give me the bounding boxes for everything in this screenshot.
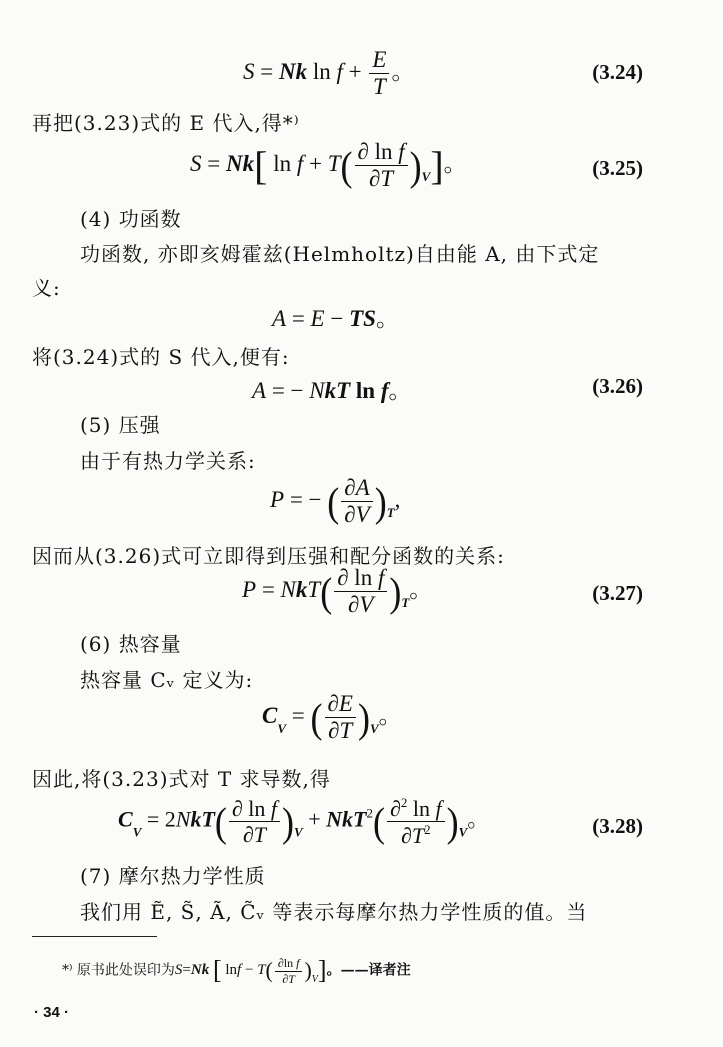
paragraph-work-function: 功函数, 亦即亥姆霍兹(Helmholtz)自由能 A, 由下式定 [80,242,600,266]
equation-3-25: S = Nk[ ln f + T( $\frac{\text{∂ ln f}}{\partial T}$ )$_V$]。 [190,139,467,192]
equation-3-24: S = Nk ln f + $\frac{E}{T}$ 。 [243,47,415,100]
equation-a-definition: A = E − TS。 [272,306,399,331]
section-heading-pressure: (5) 压强 [80,413,161,437]
text-line-substitute-e: 再把(3.23)式的 E 代入,得*⁾ [32,111,300,135]
section-heading-work-function: (4) 功函数 [80,207,182,231]
equation-3-28: $C_V = 2NkT$( $\frac{\text{∂ ln f}}{\partial T}$ )$_V + NkT^2$( $\frac{\partial^2 \ln f}{\partial T^2}$ )$_V$。 [118,795,490,849]
paragraph-derivative: 因此,将(3.23)式对 T 求导数,得 [32,767,331,791]
equation-cv-definition: $C_V$ = ( $\frac{\partial E}{\partial T}$ )$_V$。 [262,691,402,744]
equation-3-27: P = NkT( $\frac{\text{∂ ln f}}{\partial V}$ )$_T$。 [242,565,433,618]
equation-number-3-24: (3.24) [592,60,643,84]
paragraph-molar-properties: 我们用 Ẽ, S̃, Ã, C̃ᵥ 等表示每摩尔热力学性质的值。当 [80,900,588,924]
footnote-divider [32,936,157,937]
equation-3-26: A = − NkT ln f。 [252,378,412,403]
footnote-suffix: 。——译者注 [326,962,411,979]
equation-number-3-25: (3.25) [592,156,643,180]
section-heading-heat-capacity: (6) 热容量 [80,632,182,656]
footnote [62,956,411,986]
equation-number-3-27: (3.27) [592,581,643,605]
paragraph-pressure: 由于有热力学关系: [80,449,256,473]
equation-number-3-28: (3.28) [592,814,643,838]
text-line-substitute-s: 将(3.24)式的 S 代入,便有: [32,345,290,369]
paragraph-pressure-partition: 因而从(3.26)式可立即得到压强和配分函数的关系: [32,544,505,568]
equation-pressure-relation: P = − ( $\frac{\partial A}{\partial V}$ )$_T$, [270,475,401,528]
paragraph-heat-capacity: 热容量 Cᵥ 定义为: [80,668,254,692]
page-number: · 34 · [34,1004,70,1021]
paragraph-work-function-cont: 义: [32,276,61,300]
footnote-formula: S=Nk [ lnf − T( $\frac{\text{∂ln f}}{\partial T}$ )$_V$] [174,955,327,986]
equation-number-3-26: (3.26) [592,374,643,398]
footnote-prefix: *⁾ 原书此处误印为 [62,962,175,979]
section-heading-molar-properties: (7) 摩尔热力学性质 [80,864,266,888]
